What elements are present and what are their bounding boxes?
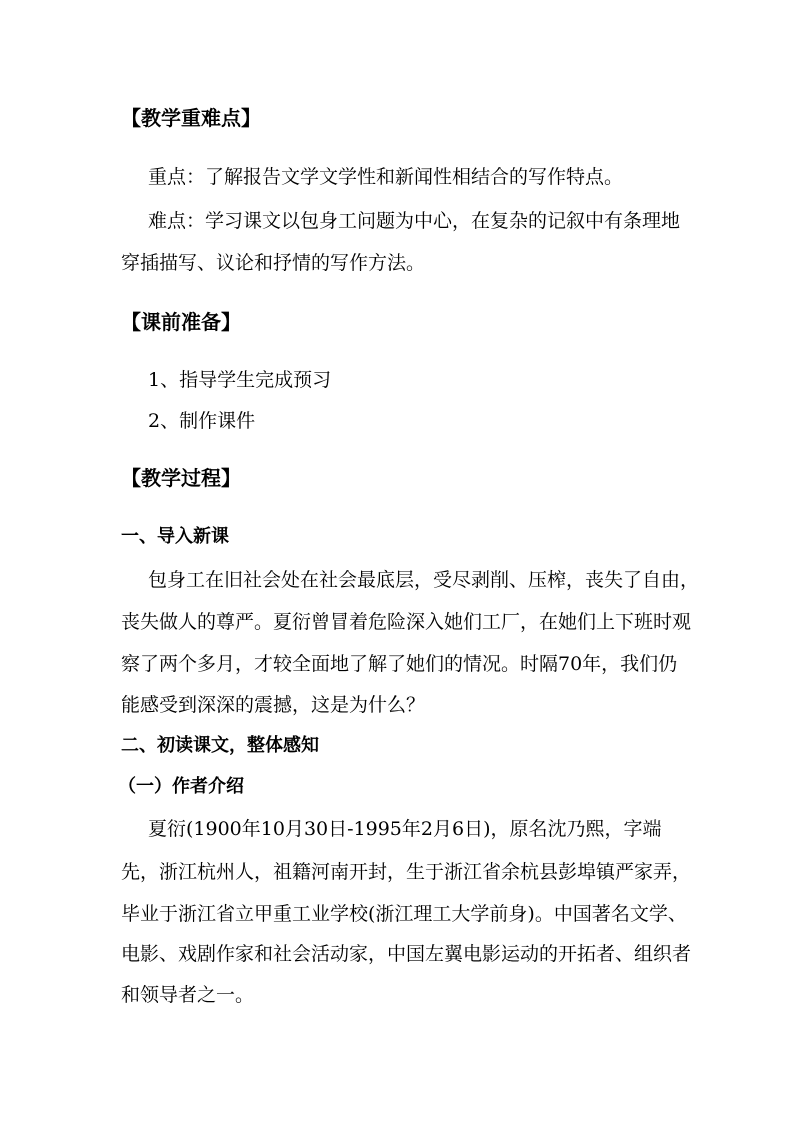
part-title-reading: 二、初读课文，整体感知 [121,735,319,756]
part-title-intro: 一、导入新课 [121,526,229,547]
paragraph-line: 包身工在旧社会处在社会最底层，受尽剥削、压榨，丧失了自由， [148,569,700,591]
key-point-text: 重点：了解报告文学文学性和新闻性相结合的写作特点。 [148,166,624,188]
difficult-point-line-2: 穿插描写、议论和抒情的写作方法。 [121,252,426,274]
paragraph-line: 能感受到深深的震撼，这是为什么？ [121,694,426,716]
difficult-point-line-1: 难点：学习课文以包身工问题为中心，在复杂的记叙中有条理地 [148,210,681,232]
author-line: 毕业于浙江省立甲重工业学校(浙江理工大学前身)。中国著名文学、 [121,903,687,925]
author-line: 电影、戏剧作家和社会活动家，中国左翼电影运动的开拓者、组织者 [121,943,692,965]
preparation-item: 2、制作课件 [148,410,256,432]
paragraph-line: 察了两个多月，才较全面地了解了她们的情况。时隔70年，我们仍 [121,653,678,675]
preparation-item: 1、指导学生完成预习 [148,369,332,391]
subsection-title-author: （一）作者介绍 [118,776,244,797]
paragraph-line: 丧失做人的尊严。夏衍曾冒着危险深入她们工厂，在她们上下班时观 [121,611,692,633]
author-line: 和领导者之一。 [121,984,255,1006]
author-line: 夏衍(1900年10月30日-1995年2月6日)，原名沈乃熙，字端 [148,818,662,840]
section-title-process: 【教学过程】 [121,466,241,490]
section-title-difficulty: 【教学重难点】 [121,106,261,130]
section-title-preparation: 【课前准备】 [121,310,241,334]
author-line: 先，浙江杭州人，祖籍河南开封，生于浙江省余杭县彭埠镇严家弄， [121,861,692,883]
